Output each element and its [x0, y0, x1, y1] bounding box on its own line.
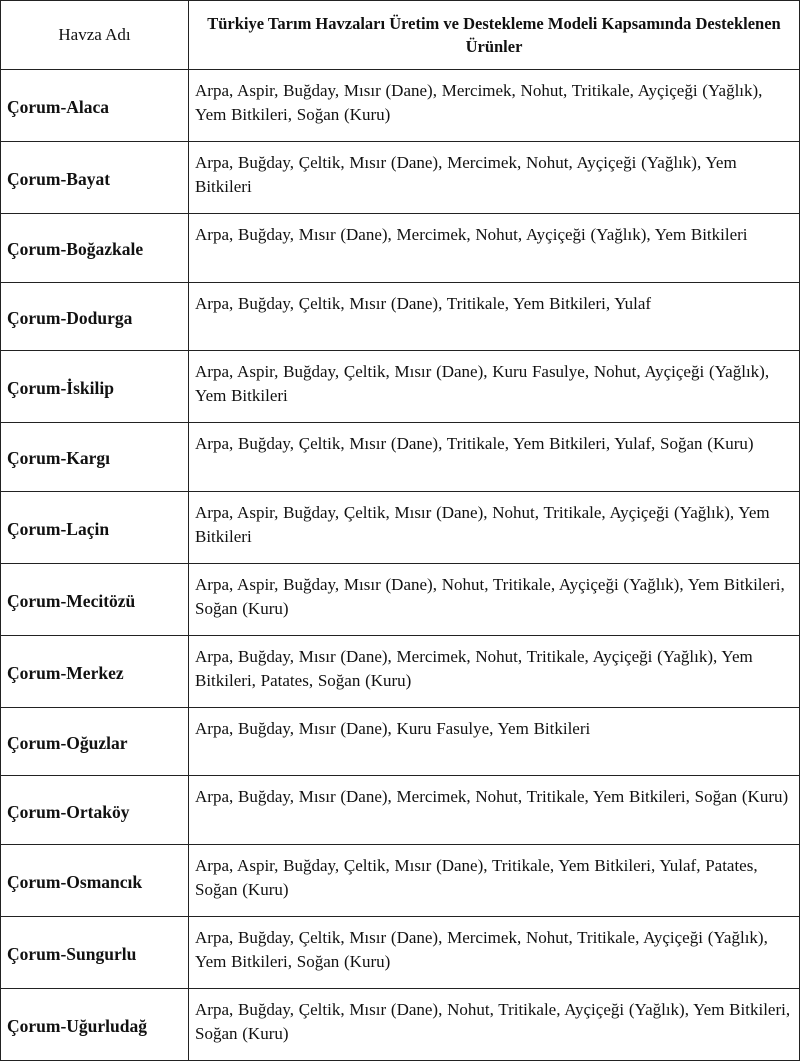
- basin-name-cell: Çorum-Oğuzlar: [1, 707, 189, 776]
- basin-name-cell: Çorum-İskilip: [1, 351, 189, 423]
- basin-name-cell: Çorum-Merkez: [1, 635, 189, 707]
- table-row: [1, 635, 800, 707]
- products-cell: Arpa, Buğday, Çeltik, Mısır (Dane), Mercimek, Nohut, Tritikale, Ayçiçeği (Yağlık), Yem Bitkileri, Soğan (Kuru): [189, 916, 800, 988]
- basin-name-cell: Çorum-Osmancık: [1, 844, 189, 916]
- column-header-basin-name: Havza Adı: [1, 1, 189, 70]
- table-row: [1, 423, 800, 492]
- table-row: [1, 142, 800, 214]
- basin-name-cell: Çorum-Ortaköy: [1, 776, 189, 845]
- table-body: [1, 70, 800, 1061]
- products-cell: Arpa, Buğday, Mısır (Dane), Mercimek, Nohut, Tritikale, Yem Bitkileri, Soğan (Kuru): [189, 776, 800, 845]
- basin-name-cell: Çorum-Kargı: [1, 423, 189, 492]
- table-row: [1, 214, 800, 283]
- table-row: [1, 776, 800, 845]
- products-cell: Arpa, Buğday, Çeltik, Mısır (Dane), Mercimek, Nohut, Ayçiçeği (Yağlık), Yem Bitkileri: [189, 142, 800, 214]
- products-cell: Arpa, Buğday, Çeltik, Mısır (Dane), Tritikale, Yem Bitkileri, Yulaf, Soğan (Kuru): [189, 423, 800, 492]
- table-row: [1, 844, 800, 916]
- products-cell: Arpa, Buğday, Çeltik, Mısır (Dane), Tritikale, Yem Bitkileri, Yulaf: [189, 282, 800, 351]
- table-row: [1, 70, 800, 142]
- basin-name-cell: Çorum-Dodurga: [1, 282, 189, 351]
- basin-name-cell: Çorum-Mecitözü: [1, 563, 189, 635]
- basin-name-cell: Çorum-Uğurludağ: [1, 988, 189, 1060]
- table-row: [1, 707, 800, 776]
- table-row: [1, 563, 800, 635]
- products-cell: Arpa, Aspir, Buğday, Çeltik, Mısır (Dane), Nohut, Tritikale, Ayçiçeği (Yağlık), Yem Bitkileri: [189, 491, 800, 563]
- table-row: [1, 491, 800, 563]
- products-cell: Arpa, Buğday, Mısır (Dane), Mercimek, Nohut, Tritikale, Ayçiçeği (Yağlık), Yem Bitkileri, Patates, Soğan (Kuru): [189, 635, 800, 707]
- products-cell: Arpa, Aspir, Buğday, Mısır (Dane), Nohut, Tritikale, Ayçiçeği (Yağlık), Yem Bitkileri, Soğan (Kuru): [189, 563, 800, 635]
- products-cell: Arpa, Buğday, Mısır (Dane), Kuru Fasulye, Yem Bitkileri: [189, 707, 800, 776]
- column-header-supported-products: Türkiye Tarım Havzaları Üretim ve Destekleme Modeli Kapsamında Desteklenen Ürünler: [189, 1, 800, 70]
- table-row: [1, 351, 800, 423]
- table-row: [1, 916, 800, 988]
- products-cell: Arpa, Aspir, Buğday, Mısır (Dane), Mercimek, Nohut, Tritikale, Ayçiçeği (Yağlık), Yem Bitkileri, Soğan (Kuru): [189, 70, 800, 142]
- basin-name-cell: Çorum-Laçin: [1, 491, 189, 563]
- basin-name-cell: Çorum-Bayat: [1, 142, 189, 214]
- products-cell: Arpa, Buğday, Çeltik, Mısır (Dane), Nohut, Tritikale, Ayçiçeği (Yağlık), Yem Bitkileri, Soğan (Kuru): [189, 988, 800, 1060]
- basin-name-cell: Çorum-Alaca: [1, 70, 189, 142]
- basin-name-cell: Çorum-Boğazkale: [1, 214, 189, 283]
- basin-name-cell: Çorum-Sungurlu: [1, 916, 189, 988]
- table-row: [1, 282, 800, 351]
- products-cell: Arpa, Aspir, Buğday, Çeltik, Mısır (Dane), Kuru Fasulye, Nohut, Ayçiçeği (Yağlık), Yem Bitkileri: [189, 351, 800, 423]
- products-cell: Arpa, Aspir, Buğday, Çeltik, Mısır (Dane), Tritikale, Yem Bitkileri, Yulaf, Patates, Soğan (Kuru): [189, 844, 800, 916]
- table-header-row: [1, 1, 800, 70]
- table-row: [1, 988, 800, 1060]
- products-cell: Arpa, Buğday, Mısır (Dane), Mercimek, Nohut, Ayçiçeği (Yağlık), Yem Bitkileri: [189, 214, 800, 283]
